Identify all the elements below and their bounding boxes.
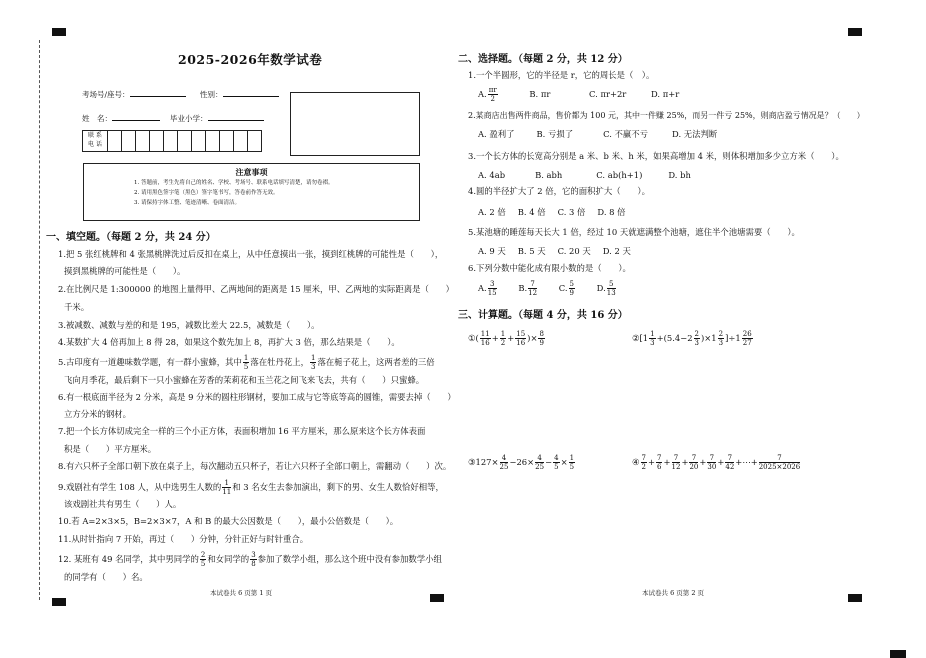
name-field[interactable] [112,112,160,121]
question: 6.下列分数中能化成有限小数的是（ ）。 [468,263,631,273]
options: A. 4ab B. abh C. ab(h+1) D. bh [478,170,691,180]
notice-box [83,163,420,221]
question: 2.某商店出售两件商品，售价都为 100 元，其中一件赚 25%，而另一件亏 25%，则商店盈亏情况是？（ ） [468,111,865,120]
question: 摸到黑桃牌的可能性是（ ）。 [64,266,186,276]
registration-mark [848,594,862,602]
options: A. 盈利了 B. 亏损了 C. 不赢不亏 D. 无法判断 [478,129,718,139]
name-label: 姓 名： [82,114,112,123]
notice-rule: 2. 请用黑色签字笔（黑色）签字笔书写，答卷前作答无效。 [134,190,279,196]
registration-mark [52,28,66,36]
binding-line [39,40,40,600]
section-title: 二、选择题。（每题 2 分，共 12 分） [458,54,628,65]
registration-mark [848,28,862,36]
page-footer: 本试卷共 6 页第 1 页 [210,589,273,597]
gender-field[interactable] [223,88,279,97]
question: 4.某数扩大 4 倍再加上 8 得 28，如果这个数先加上 8，再扩大 3 倍，那么结果是（ ）。 [58,337,400,347]
question: 该戏剧社共有男生（ ）人。 [64,499,182,509]
exam-no-label: 考场号/座号： [82,90,130,99]
registration-mark [430,594,444,602]
contact-label: 联 系 电 话 [83,131,108,151]
question: 9.戏剧社有学生 108 人，从中选男生人数的 $\frac{1}{11}$ 和 3 名女生去参加演出，剩下的男、女生人数恰好相等， [58,479,444,496]
question: 3.被减数、减数与差的和是 195，减数比差大 22.5，减数是（ ）。 [58,320,320,330]
question: 1.把 5 张红桃牌和 4 张黑桃牌洗过后反扣在桌上，从中任意摸出一张，摸到红桃牌的可能性是（ ）， [58,249,444,259]
phone-grid[interactable] [82,130,262,152]
section-title: 三、计算题。（每题 4 分，共 16 分） [458,310,628,321]
fraction: $\frac{2}{5}$ [200,551,206,568]
question: 4.圆的半径扩大了 2 倍，它的面积扩大（ ）。 [468,186,650,196]
barcode-box [290,92,420,156]
question: 12. 某班有 49 名同学，其中男同学的 $\frac{2}{5}$ 和女同学的 $\frac{3}{8}$ 参加了数学小组，那么这个班中没有参加数学小组 [58,551,442,568]
registration-mark [52,598,66,606]
question: 5.某池塘的睡莲每天长大 1 倍，经过 10 天就遮满整个池塘，遮住半个池塘需要（ ）。 [468,227,800,237]
question: 11.从时针指向 7 开始，再过（ ）分钟，分针正好与时针重合。 [58,534,309,544]
calc-problem: ①( $\frac{11}{16}$ + $\frac{1}{2}$ + $\frac{15}{16}$ )× $\frac{8}{9}$ [468,330,544,347]
question: 立方分米的钢材。 [64,409,131,419]
section-title: 一、填空题。（每题 2 分，共 24 分） [46,232,216,243]
exam-no-field[interactable] [130,88,186,97]
question: 8.有六只杯子全部口朝下放在桌子上，每次翻动五只杯子，若让六只杯子全部口朝上，需翻动（ ）次。 [58,461,452,471]
school-field[interactable] [208,112,264,121]
options: A. 2 倍 B. 4 倍 C. 3 倍 D. 8 倍 [478,207,626,217]
question: 1.一个半圆形，它的半径是 r，它的周长是（ ）。 [468,70,655,80]
question: 的同学有（ ）名。 [64,572,148,582]
fraction: $\frac{1}{11}$ [222,479,232,496]
fraction: $\frac{1}{3}$ [310,354,316,371]
fraction: $\frac{3}{8}$ [251,551,256,568]
options: A. $\frac{\pi r}{2}$ B. πr C. πr+2r D. π+r [478,86,680,103]
options: A. 9 天 B. 5 天 C. 20 天 D. 2 天 [478,246,631,256]
question: 飞向月季花，最后剩下一只小蜜蜂在芳香的茉莉花和玉兰花之间飞来飞去，共有（ ）只蜜蜂。 [64,375,425,385]
question: 6.有一根底面半径为 2 分米，高是 9 分米的圆柱形钢材，要加工成与它等底等高的圆锥，需要去掉（ ） [58,392,456,402]
notice-title: 注意事项 [235,167,268,177]
page-footer: 本试卷共 6 页第 2 页 [642,589,705,597]
question: 2.在比例尺是 1:300000 的地图上量得甲、乙两地间的距离是 15 厘米，甲、乙两地的实际距离是（ ） [58,284,455,294]
question: 3.一个长方体的长宽高分别是 a 米、b 米、h 米，如果高增加 4 米，则体积增加多少立方米（ ）。 [468,151,844,161]
question: 5.古印度有一道趣味数学题，有一群小蜜蜂，其中 $\frac{1}{5}$ 落在牡丹花上， $\frac{1}{3}$ 落在栀子花上，这两者差的三倍 [58,354,435,371]
question: 千米。 [64,302,90,312]
question: 积是（ ）平方厘米。 [64,444,157,454]
calc-problem: ③127× $\frac{4}{25}$ −26× $\frac{4}{25}$ − $\frac{4}{5}$ × $\frac{1}{5}$ [468,454,575,471]
calc-problem: ④ $\frac{7}{2}$ + $\frac{7}{6}$ + $\frac{7}{12}$ + $\frac{7}{20}$ + $\frac{7}{30}$ + $\frac{7}{42}$ +⋯+ $\frac{7}{2025\times 2026}$ [632,454,801,471]
calc-problem: ②[1 $\frac{1}{3}$ +(5.4−2 $\frac{2}{3}$ )×1 $\frac{2}{3}$ ]÷1 $\frac{26}{27}$ [632,330,752,347]
page-title: 2025-2026年数学试卷 [178,52,323,67]
notice-rule: 1. 答题前，考生先将自己的姓名、学校、考场号、联系电话填写清楚，请勿卷褶。 [134,180,334,186]
options: A. $\frac{3}{15}$ B. $\frac{7}{12}$ C. $\frac{5}{9}$ D. $\frac{5}{13}$ [478,280,616,297]
question: 10.若 A=2×3×5，B=2×3×7，A 和 B 的最大公因数是（ ），最小公倍数是（ ）。 [58,516,399,526]
gender-label: 性别： [200,90,223,99]
notice-rule: 3. 请保持字体工整、笔迹清晰、卷面清洁。 [134,200,240,206]
question: 7.把一个长方体切成完全一样的三个小正方体，表面积增加 16 平方厘米，那么原来这个长方体表面 [58,426,426,436]
fraction: $\frac{1}{5}$ [243,354,249,371]
school-label: 毕业小学： [170,114,208,123]
